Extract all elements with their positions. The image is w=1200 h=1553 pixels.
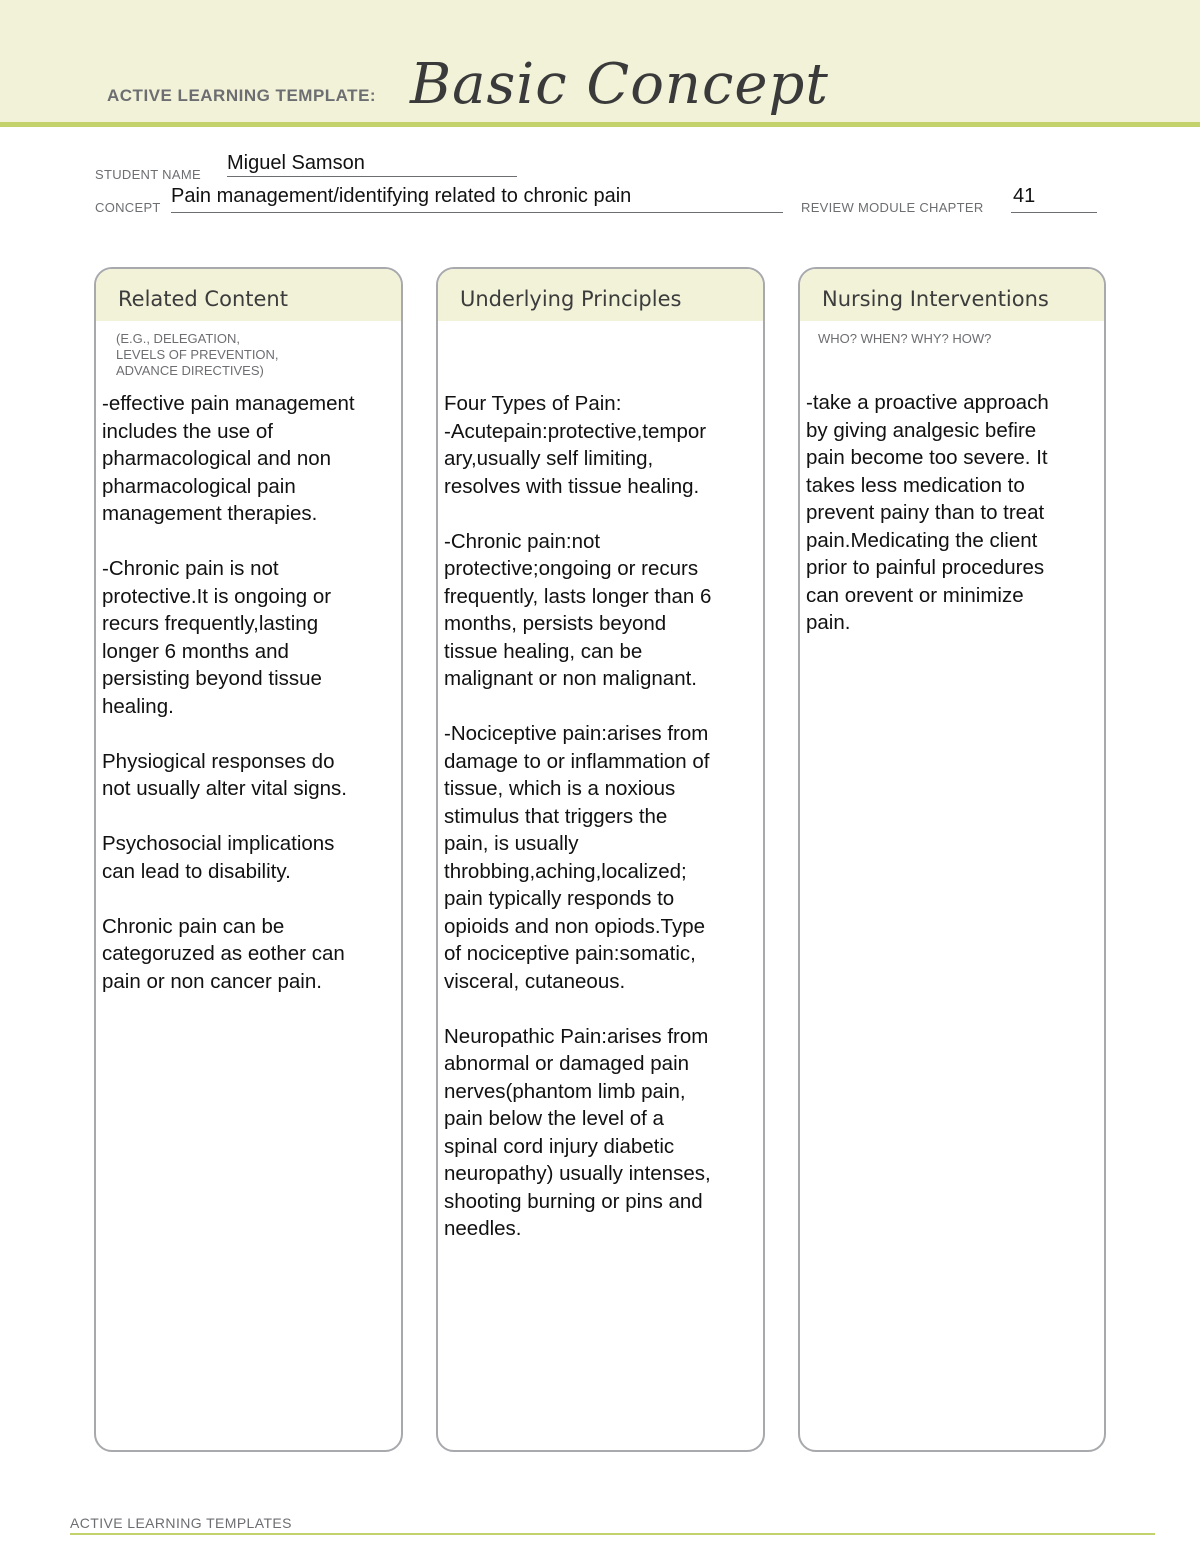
page-title: Basic Concept xyxy=(410,52,829,117)
underlying-principles-title: Underlying Principles xyxy=(438,269,763,321)
student-name-value: Miguel Samson xyxy=(227,152,365,174)
related-content-title: Related Content xyxy=(96,269,401,321)
review-chapter-label: REVIEW MODULE CHAPTER xyxy=(801,200,984,215)
concept-underline xyxy=(171,212,783,213)
related-content-panel xyxy=(94,267,403,1452)
header-rule xyxy=(0,122,1200,127)
template-label: ACTIVE LEARNING TEMPLATE: xyxy=(107,86,377,105)
related-content-subtitle: (E.G., DELEGATION, LEVELS OF PREVENTION, ADVANCE DIRECTIVES) xyxy=(116,331,279,378)
nursing-interventions-title: Nursing Interventions xyxy=(800,269,1104,321)
student-name-underline xyxy=(227,176,517,177)
nursing-interventions-subtitle: WHO? WHEN? WHY? HOW? xyxy=(818,331,992,346)
underlying-principles-body: Four Types of Pain: -Acutepain:protective,tempor ary,usually self limiting, resolves with tissue healing. -Chronic pain:not protective;ongoing or recurs frequently, lasts longer than 6 months, persists beyond tissue healing, can be malignant or non malignant. -Nociceptive pain:arises from damage to or inflammation of tissue, which is a noxious stimulus that triggers the pain, is usually throbbing,aching,localized; pain typically responds to opioids and non opiods.Type of nociceptive pain:somatic, visceral, cutaneous. Neuropathic Pain:arises from abnormal or damaged pain nerves(phantom limb pain, pain below the level of a spinal cord injury diabetic neuropathy) usually intenses, shooting burning or pins and needles. xyxy=(444,392,712,1240)
footer-rule xyxy=(70,1533,1155,1535)
student-name-label: STUDENT NAME xyxy=(95,167,201,182)
underlying-principles-panel xyxy=(436,267,765,1452)
concept-value: Pain management/identifying related to chronic pain xyxy=(171,185,632,207)
review-chapter-underline xyxy=(1011,212,1097,213)
concept-label: CONCEPT xyxy=(95,200,161,215)
nursing-interventions-panel xyxy=(798,267,1106,1452)
review-chapter-value: 41 xyxy=(1013,185,1036,207)
related-content-body: -effective pain management includes the use of pharmacological and non pharmacological pain management therapies. -Chronic pain is not protective.It is ongoing or recurs frequently,lasting longer 6 months and persisting beyond tissue healing. Physiogical responses do not usually alter vital signs. Psychosocial implications can lead to disability. Chronic pain can be categoruzed as eother can pain or non cancer pain. xyxy=(102,392,355,993)
nursing-interventions-body: -take a proactive approach by giving analgesic befire pain become too severe. It takes less medication to prevent painy than to treat pain.Medicating the client prior to painful procedures can orevent or minimize pain. xyxy=(806,391,1049,634)
footer-label: ACTIVE LEARNING TEMPLATES xyxy=(70,1515,292,1531)
